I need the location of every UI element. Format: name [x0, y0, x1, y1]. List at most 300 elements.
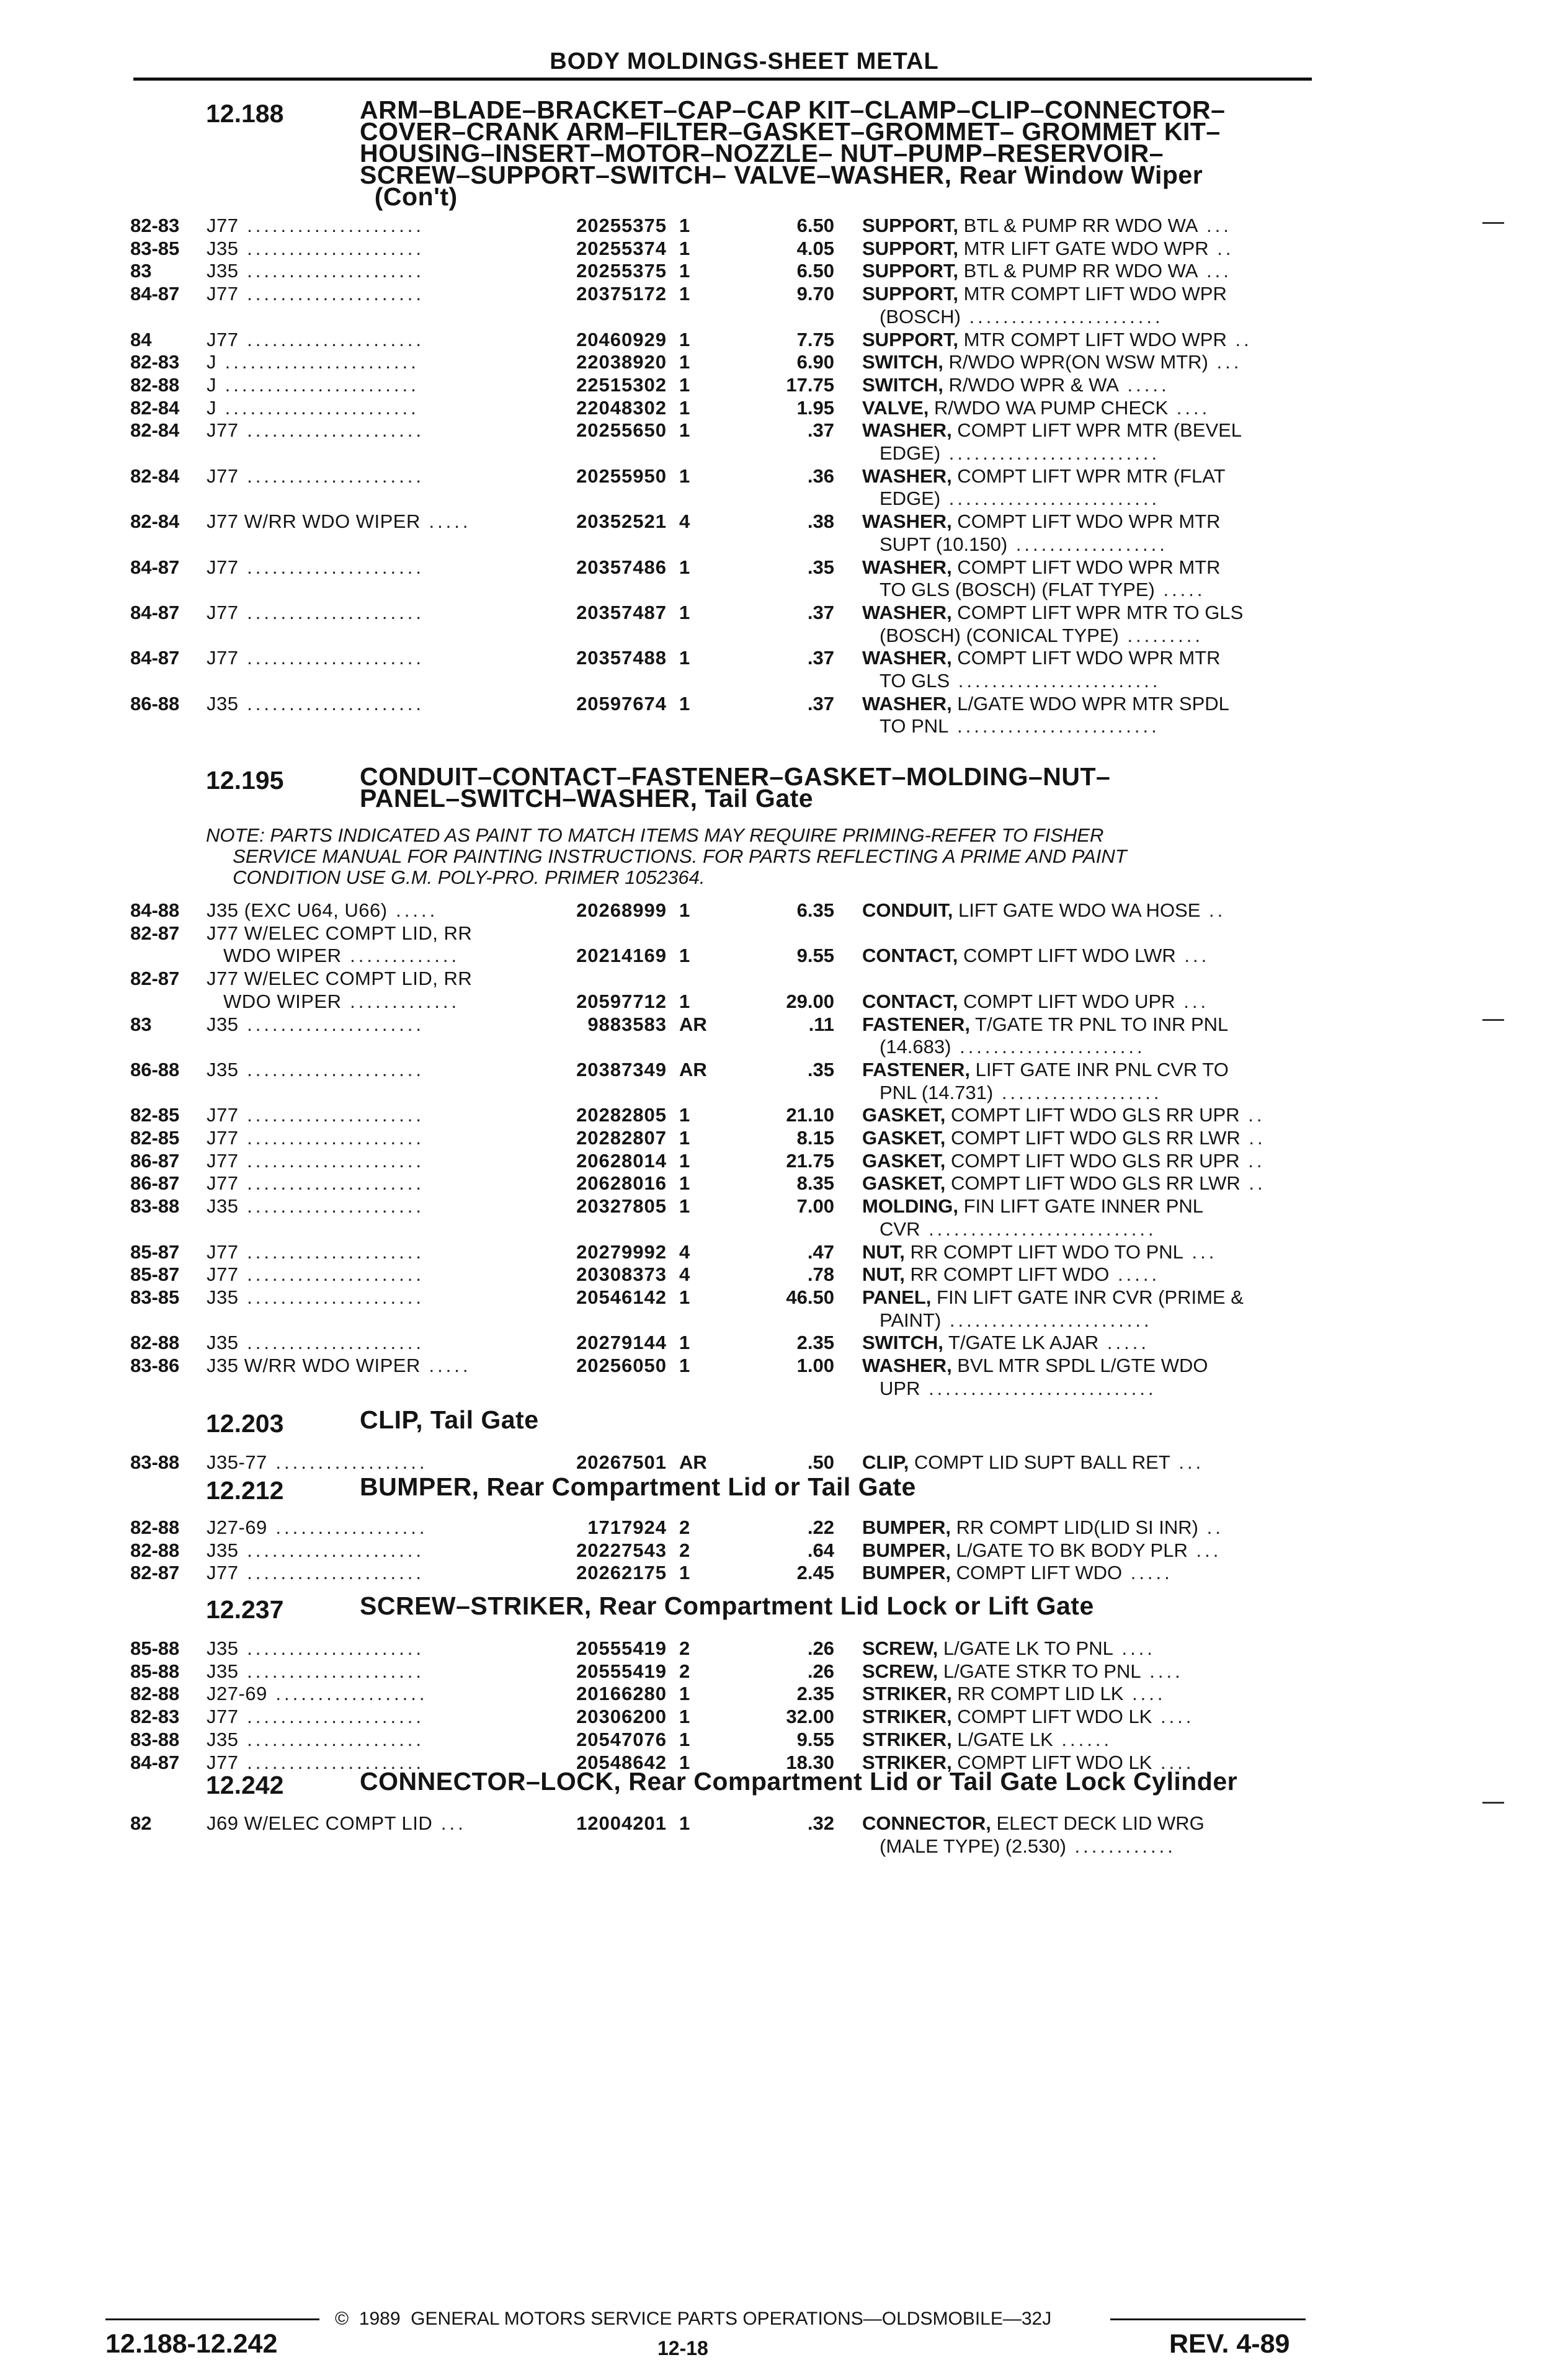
part-detail: COMPT LIFT WDO WPR MTR: [951, 647, 1221, 669]
year-range: 85-88: [130, 1637, 180, 1659]
model-code-text: J77: [207, 419, 239, 442]
model-code-text: J77: [207, 215, 239, 236]
part-detail-continued: (14.683): [880, 1036, 951, 1058]
year-range: 82-84: [130, 419, 180, 442]
model-code: [207, 1539, 424, 1562]
section-number: 12.212: [206, 1476, 284, 1505]
part-number: 20255375: [576, 215, 667, 236]
part-name: CONTACT,: [862, 990, 958, 1012]
price: 46.50: [786, 1286, 834, 1308]
year-range: 84-87: [130, 647, 180, 669]
part-number: 20546142: [576, 1286, 667, 1308]
dot-leader: .....................: [238, 601, 424, 623]
model-code-text: J35 W/RR WDO WIPER: [207, 1355, 421, 1376]
part-number: 20166280: [576, 1683, 667, 1705]
model-code: [207, 1516, 427, 1539]
year-range: 82: [130, 1812, 152, 1834]
year-range: 82-83: [130, 351, 180, 373]
part-number: 20227543: [576, 1539, 667, 1561]
quantity: 1: [679, 465, 690, 487]
year-range: 85-87: [130, 1240, 180, 1263]
model-code: [207, 1241, 424, 1263]
model-code: [207, 1812, 466, 1835]
price: 6.50: [796, 215, 834, 236]
model-code: [207, 510, 471, 533]
year-range: 84: [130, 328, 152, 350]
part-name: WASHER,: [862, 601, 952, 623]
part-detail: L/GATE LK TO PNL: [938, 1637, 1113, 1659]
part-name: SUPPORT,: [862, 328, 959, 350]
part-name: MOLDING,: [862, 1195, 958, 1218]
model-code: [207, 1637, 424, 1660]
price: 2.35: [796, 1332, 834, 1354]
part-name: FASTENER,: [862, 1013, 970, 1035]
part-description-continued: [880, 1835, 1332, 1858]
model-code: [207, 283, 424, 305]
part-description: [862, 1286, 1315, 1309]
part-number: 20460929: [576, 328, 667, 350]
model-code: [207, 1729, 424, 1751]
part-detail: COMPT LIFT WDO UPR: [958, 990, 1175, 1012]
model-code-text: J77: [207, 1263, 239, 1286]
model-code-text: J77 W/RR WDO WIPER: [207, 510, 421, 533]
part-name: BUMPER,: [862, 1516, 951, 1538]
part-name: WASHER,: [862, 510, 952, 533]
part-description: [862, 602, 1315, 624]
part-description: [862, 374, 1315, 396]
year-range: 83-88: [130, 1451, 180, 1473]
part-name: NUT,: [862, 1263, 905, 1286]
price: 2.35: [796, 1683, 834, 1705]
dot-leader: .....................: [238, 1332, 424, 1354]
part-detail-continued: PAINT): [880, 1309, 942, 1331]
part-description: [862, 283, 1315, 305]
quantity: 2: [679, 1660, 690, 1682]
part-detail: BTL & PUMP RR WDO WA: [958, 215, 1198, 236]
part-description-continued: [880, 488, 1332, 510]
part-detail: L/GATE WDO WPR MTR SPDL: [951, 692, 1229, 715]
part-number: 9883583: [587, 1013, 667, 1035]
year-range: 84-88: [130, 899, 180, 921]
part-description: [862, 510, 1315, 533]
quantity: 2: [679, 1516, 690, 1538]
quantity: 4: [679, 1263, 690, 1286]
price: .26: [807, 1660, 834, 1682]
year-range: 86-88: [130, 1058, 180, 1080]
quantity: 1: [679, 945, 690, 967]
model-code: [207, 693, 424, 715]
model-code-text: J: [207, 351, 216, 373]
model-code: [207, 215, 424, 237]
part-detail: L/GATE LK: [951, 1728, 1053, 1750]
model-code: [207, 238, 424, 260]
model-code-text: J77: [207, 1149, 239, 1172]
dot-leader: .....................: [238, 1240, 424, 1263]
price: 8.15: [796, 1127, 834, 1149]
dot-leader: .....................: [238, 260, 424, 282]
part-number: 20255374: [576, 237, 667, 259]
price: 6.35: [796, 899, 834, 921]
part-detail: FIN LIFT GATE INR CVR (PRIME &: [931, 1286, 1244, 1308]
year-range: 82-84: [130, 510, 180, 533]
dot-leader: .....: [420, 1355, 471, 1376]
model-code-continued: [223, 991, 460, 1013]
part-name: WASHER,: [862, 556, 952, 578]
quantity: 1: [679, 1706, 690, 1728]
part-detail: BVL MTR SPDL L/GTE WDO: [951, 1355, 1208, 1376]
quantity: 1: [679, 1683, 690, 1705]
model-code: [207, 1706, 424, 1728]
part-name: SCREW,: [862, 1660, 938, 1682]
part-number: 1717924: [587, 1516, 667, 1538]
part-detail: COMPT LIFT WDO GLS RR LWR: [945, 1127, 1241, 1149]
dot-leader: ...........................: [920, 1377, 1157, 1399]
model-code: [207, 1059, 424, 1081]
model-code: [207, 968, 472, 990]
part-description: [862, 1516, 1315, 1539]
section-number: 12.195: [206, 766, 284, 795]
part-number: 20268999: [576, 899, 667, 921]
part-number: 20262175: [576, 1562, 667, 1584]
dot-leader: .....................: [238, 1286, 424, 1308]
part-description: [862, 1241, 1315, 1263]
part-detail: L/GATE STKR TO PNL: [938, 1660, 1141, 1682]
year-range: 82-87: [130, 922, 180, 944]
model-code: [207, 1562, 424, 1584]
year-range: 82-84: [130, 465, 180, 487]
part-description: [862, 1539, 1315, 1562]
part-description: [862, 1013, 1315, 1036]
part-number: 20327805: [576, 1195, 667, 1218]
model-code-text: J35: [207, 1058, 239, 1080]
dot-leader: .....: [1154, 579, 1206, 601]
part-name: VALVE,: [862, 396, 929, 419]
price: .37: [807, 419, 834, 442]
dot-leader: .....................: [238, 647, 424, 669]
model-code-text: J77: [207, 1104, 239, 1126]
dot-leader: ....: [1152, 1751, 1195, 1773]
price: 1.95: [796, 396, 834, 419]
model-code-text: J35: [207, 1660, 239, 1682]
model-code: [207, 1013, 424, 1036]
quantity: 1: [679, 1728, 690, 1750]
part-detail: RR COMPT LIFT WDO: [904, 1263, 1110, 1286]
part-detail: L/GATE TO BK BODY PLR: [950, 1539, 1188, 1561]
model-code-text: J77: [207, 1127, 239, 1149]
dot-leader: ....: [1123, 1683, 1166, 1705]
model-code: [207, 419, 424, 442]
part-description: [862, 991, 1315, 1013]
part-description-continued: [880, 306, 1332, 328]
model-code: [207, 1286, 424, 1309]
margin-tick: [1482, 222, 1504, 224]
part-detail: R/WDO WPR & WA: [943, 373, 1119, 396]
part-name: GASKET,: [862, 1104, 946, 1126]
section-title: CONNECTOR–LOCK, Rear Compartment Lid or Tail Gate Lock Cylinder: [360, 1767, 1238, 1796]
part-name: STRIKER,: [862, 1728, 952, 1750]
part-description: [862, 329, 1315, 351]
dot-leader: ........................: [941, 1309, 1152, 1331]
part-detail: COMPT LIFT WDO LWR: [958, 945, 1176, 967]
part-name: GASKET,: [862, 1172, 946, 1195]
part-number: 20282807: [576, 1127, 667, 1149]
dot-leader: ..................: [267, 1451, 428, 1473]
price: .37: [807, 601, 834, 623]
model-code-text: J77: [207, 601, 239, 623]
price: .78: [807, 1263, 834, 1286]
part-detail: MTR LIFT GATE WDO WPR: [958, 237, 1209, 259]
margin-tick: [1482, 1019, 1504, 1021]
part-number: 20214169: [576, 945, 667, 967]
part-description: [862, 1706, 1315, 1728]
part-name: SUPPORT,: [862, 260, 959, 282]
model-code: [207, 260, 424, 282]
part-detail: COMPT LIFT WPR MTR TO GLS: [951, 601, 1244, 623]
quantity: 4: [679, 510, 690, 533]
model-code-text: J77: [207, 1751, 239, 1773]
part-number: 20357487: [576, 601, 667, 623]
part-number: 20597674: [576, 692, 667, 715]
quantity: 1: [679, 1812, 690, 1834]
model-code: [207, 1451, 427, 1474]
year-range: 85-87: [130, 1263, 180, 1286]
year-range: 86-88: [130, 692, 180, 715]
year-range: 84-87: [130, 283, 180, 305]
dot-leader: .....................: [238, 1660, 424, 1682]
quantity: 1: [679, 899, 690, 921]
model-code: [207, 1150, 424, 1172]
price: 1.00: [796, 1355, 834, 1376]
part-detail: COMPT LIFT WDO GLS RR LWR: [945, 1172, 1241, 1195]
quantity: 1: [679, 351, 690, 373]
model-code: [207, 1660, 424, 1683]
dot-leader: ...: [1175, 990, 1209, 1012]
price: 32.00: [786, 1706, 834, 1728]
part-detail: COMPT LIFT WDO WPR MTR: [951, 556, 1221, 578]
part-number: 20357486: [576, 556, 667, 578]
part-name: CONNECTOR,: [862, 1812, 991, 1834]
price: 7.00: [796, 1195, 834, 1218]
model-code-text: J77 W/ELEC COMPT LID, RR: [207, 968, 473, 990]
year-range: 83-88: [130, 1195, 180, 1218]
quantity: 1: [679, 1127, 690, 1149]
part-description: [862, 1263, 1315, 1286]
section-note: NOTE: PARTS INDICATED AS PAINT TO MATCH ITEMS MAY REQUIRE PRIMING-REFER TO FISHER SERVICE MANUAL FOR PAINTING INSTRUCTIONS. FOR PARTS REFLECTING A PRIME AND PAINT CONDITION USE G.M. POLY-PRO. PRIMER 1052364.: [206, 824, 1127, 888]
model-code: [207, 1355, 471, 1377]
part-detail: COMPT LIFT WPR MTR (FLAT: [951, 465, 1226, 487]
part-number: 22048302: [576, 396, 667, 419]
part-number: 20628016: [576, 1172, 667, 1195]
part-detail-continued: (BOSCH): [880, 305, 961, 327]
dot-leader: .....................: [238, 328, 424, 350]
quantity: 1: [679, 328, 690, 350]
dot-leader: .....................: [238, 1562, 424, 1584]
model-code-text: J35: [207, 692, 239, 715]
dot-leader: .....: [387, 899, 439, 921]
dot-leader: .....................: [238, 419, 424, 442]
model-code-text: J35: [207, 1332, 239, 1354]
price: .36: [807, 465, 834, 487]
part-detail-continued: (MALE TYPE) (2.530): [880, 1835, 1066, 1857]
dot-leader: ...: [1175, 945, 1210, 967]
price: 7.75: [796, 328, 834, 350]
price: 21.75: [786, 1149, 834, 1172]
section-title: SCREW–STRIKER, Rear Compartment Lid Lock or Lift Gate: [360, 1592, 1094, 1620]
part-description: [862, 1562, 1315, 1584]
part-description: [862, 215, 1315, 237]
part-description-continued: [880, 1378, 1332, 1400]
year-range: 82-88: [130, 1332, 180, 1354]
dot-leader: .....................: [238, 556, 424, 578]
model-code-text: J77: [207, 465, 239, 487]
part-description: [862, 1660, 1315, 1683]
part-description: [862, 1355, 1315, 1377]
year-range: 85-88: [130, 1660, 180, 1682]
quantity: 1: [679, 1355, 690, 1376]
quantity: 1: [679, 1149, 690, 1172]
part-name: CONTACT,: [862, 945, 958, 967]
part-detail: MTR COMPT LIFT WDO WPR: [958, 283, 1227, 305]
model-code: [207, 647, 424, 669]
dot-leader: .....................: [238, 1728, 424, 1750]
dot-leader: ......: [1053, 1728, 1113, 1750]
dot-leader: .....................: [238, 237, 424, 259]
dot-leader: .....................: [238, 215, 424, 236]
part-name: SWITCH,: [862, 1332, 943, 1354]
dot-leader: .......................: [216, 396, 419, 419]
part-description: [862, 238, 1315, 260]
part-description: [862, 1637, 1315, 1660]
part-number: 20255950: [576, 465, 667, 487]
year-range: 82-88: [130, 1516, 180, 1538]
part-description-continued: [880, 1218, 1332, 1240]
part-description: [862, 419, 1315, 442]
part-description: [862, 1104, 1315, 1126]
part-detail: FIN LIFT GATE INNER PNL: [958, 1195, 1204, 1218]
part-number: 20308373: [576, 1263, 667, 1286]
model-code: [207, 374, 419, 396]
quantity: 1: [679, 215, 690, 236]
model-code-continued: [223, 945, 460, 967]
part-detail-continued: CVR: [880, 1218, 920, 1240]
part-detail: RR COMPT LID LK: [951, 1683, 1124, 1705]
part-description: [862, 1812, 1315, 1835]
price: 6.50: [796, 260, 834, 282]
part-detail: ELECT DECK LID WRG: [991, 1812, 1205, 1834]
model-code-text: J27-69: [207, 1683, 267, 1705]
dot-leader: .....: [1098, 1332, 1149, 1354]
model-code: [207, 922, 472, 945]
model-code-text: J35: [207, 1728, 239, 1750]
dot-leader: .....................: [238, 1706, 424, 1728]
part-detail: COMPT LID SUPT BALL RET: [909, 1451, 1170, 1473]
model-code-text: J77 W/ELEC COMPT LID, RR: [207, 922, 473, 944]
price: .11: [808, 1013, 834, 1035]
part-description: [862, 1150, 1315, 1172]
part-detail: COMPT LIFT WDO GLS RR UPR: [945, 1149, 1240, 1172]
dot-leader: ...: [1198, 215, 1232, 236]
dot-leader: ......................: [951, 1036, 1146, 1058]
part-detail: R/WDO WA PUMP CHECK: [929, 396, 1169, 419]
part-name: WASHER,: [862, 465, 952, 487]
part-detail-continued: PNL (14.731): [880, 1081, 994, 1103]
part-description: [862, 1332, 1315, 1354]
part-detail: R/WDO WPR(ON WSW MTR): [943, 351, 1208, 373]
year-range: 83: [130, 1013, 152, 1035]
year-range: 83-85: [130, 237, 180, 259]
dot-leader: .....................: [238, 1127, 424, 1149]
dot-leader: .............: [341, 945, 460, 967]
model-code-text: J77: [207, 1240, 239, 1263]
dot-leader: ....: [1113, 1637, 1156, 1659]
part-detail-continued: (BOSCH) (CONICAL TYPE): [880, 624, 1119, 646]
quantity: 2: [679, 1539, 690, 1561]
part-detail: COMPT LIFT WDO: [950, 1562, 1123, 1584]
dot-leader: ..: [1240, 1172, 1266, 1195]
year-range: 82-87: [130, 1562, 180, 1584]
model-code-text: J77: [207, 1706, 239, 1728]
part-name: SWITCH,: [862, 351, 943, 373]
part-number: 20267501: [576, 1451, 667, 1473]
year-range: 82-88: [130, 1539, 180, 1561]
part-description: [862, 1172, 1315, 1195]
dot-leader: .....................: [238, 1637, 424, 1659]
footer-copyright: © 1989 GENERAL MOTORS SERVICE PARTS OPERATIONS—OLDSMOBILE—32J: [335, 2309, 1052, 2329]
dot-leader: ..: [1226, 328, 1252, 350]
model-code: [207, 1332, 424, 1354]
section-number: 12.242: [206, 1771, 284, 1799]
part-description: [862, 260, 1315, 282]
part-number: 20357488: [576, 647, 667, 669]
part-name: WASHER,: [862, 647, 952, 669]
part-number: 20597712: [576, 990, 667, 1012]
price: 9.55: [796, 945, 834, 967]
dot-leader: .....................: [238, 1104, 424, 1126]
model-code: [207, 351, 419, 373]
part-description: [862, 351, 1315, 373]
quantity: AR: [679, 1451, 707, 1473]
price: 4.05: [796, 237, 834, 259]
part-name: SUPPORT,: [862, 237, 959, 259]
part-description: [862, 647, 1315, 669]
section-title: BUMPER, Rear Compartment Lid or Tail Gate: [360, 1472, 916, 1501]
dot-leader: .....................: [238, 692, 424, 715]
price: .50: [807, 1451, 834, 1473]
dot-leader: ...: [1198, 260, 1232, 282]
quantity: AR: [679, 1013, 707, 1035]
footer-rule-right: [1110, 2318, 1306, 2320]
part-number: 22038920: [576, 351, 667, 373]
year-range: 82-83: [130, 1706, 180, 1728]
quantity: 1: [679, 1751, 690, 1773]
part-number: 20628014: [576, 1149, 667, 1172]
dot-leader: .....: [1122, 1562, 1173, 1584]
part-description-continued: [880, 625, 1332, 647]
model-code: [207, 556, 424, 579]
part-detail-continued: TO PNL: [880, 715, 949, 737]
part-number: 20279144: [576, 1332, 667, 1354]
dot-leader: ............: [1066, 1835, 1176, 1857]
part-description: [862, 465, 1315, 488]
price: 9.55: [796, 1728, 834, 1750]
price: 29.00: [786, 990, 834, 1012]
dot-leader: .........: [1118, 624, 1203, 646]
dot-leader: .........................: [940, 442, 1160, 464]
model-code-text: J35: [207, 1286, 239, 1308]
dot-leader: .....................: [238, 283, 424, 305]
model-code-text: J77: [207, 1562, 239, 1584]
dot-leader: ...: [1187, 1539, 1222, 1561]
